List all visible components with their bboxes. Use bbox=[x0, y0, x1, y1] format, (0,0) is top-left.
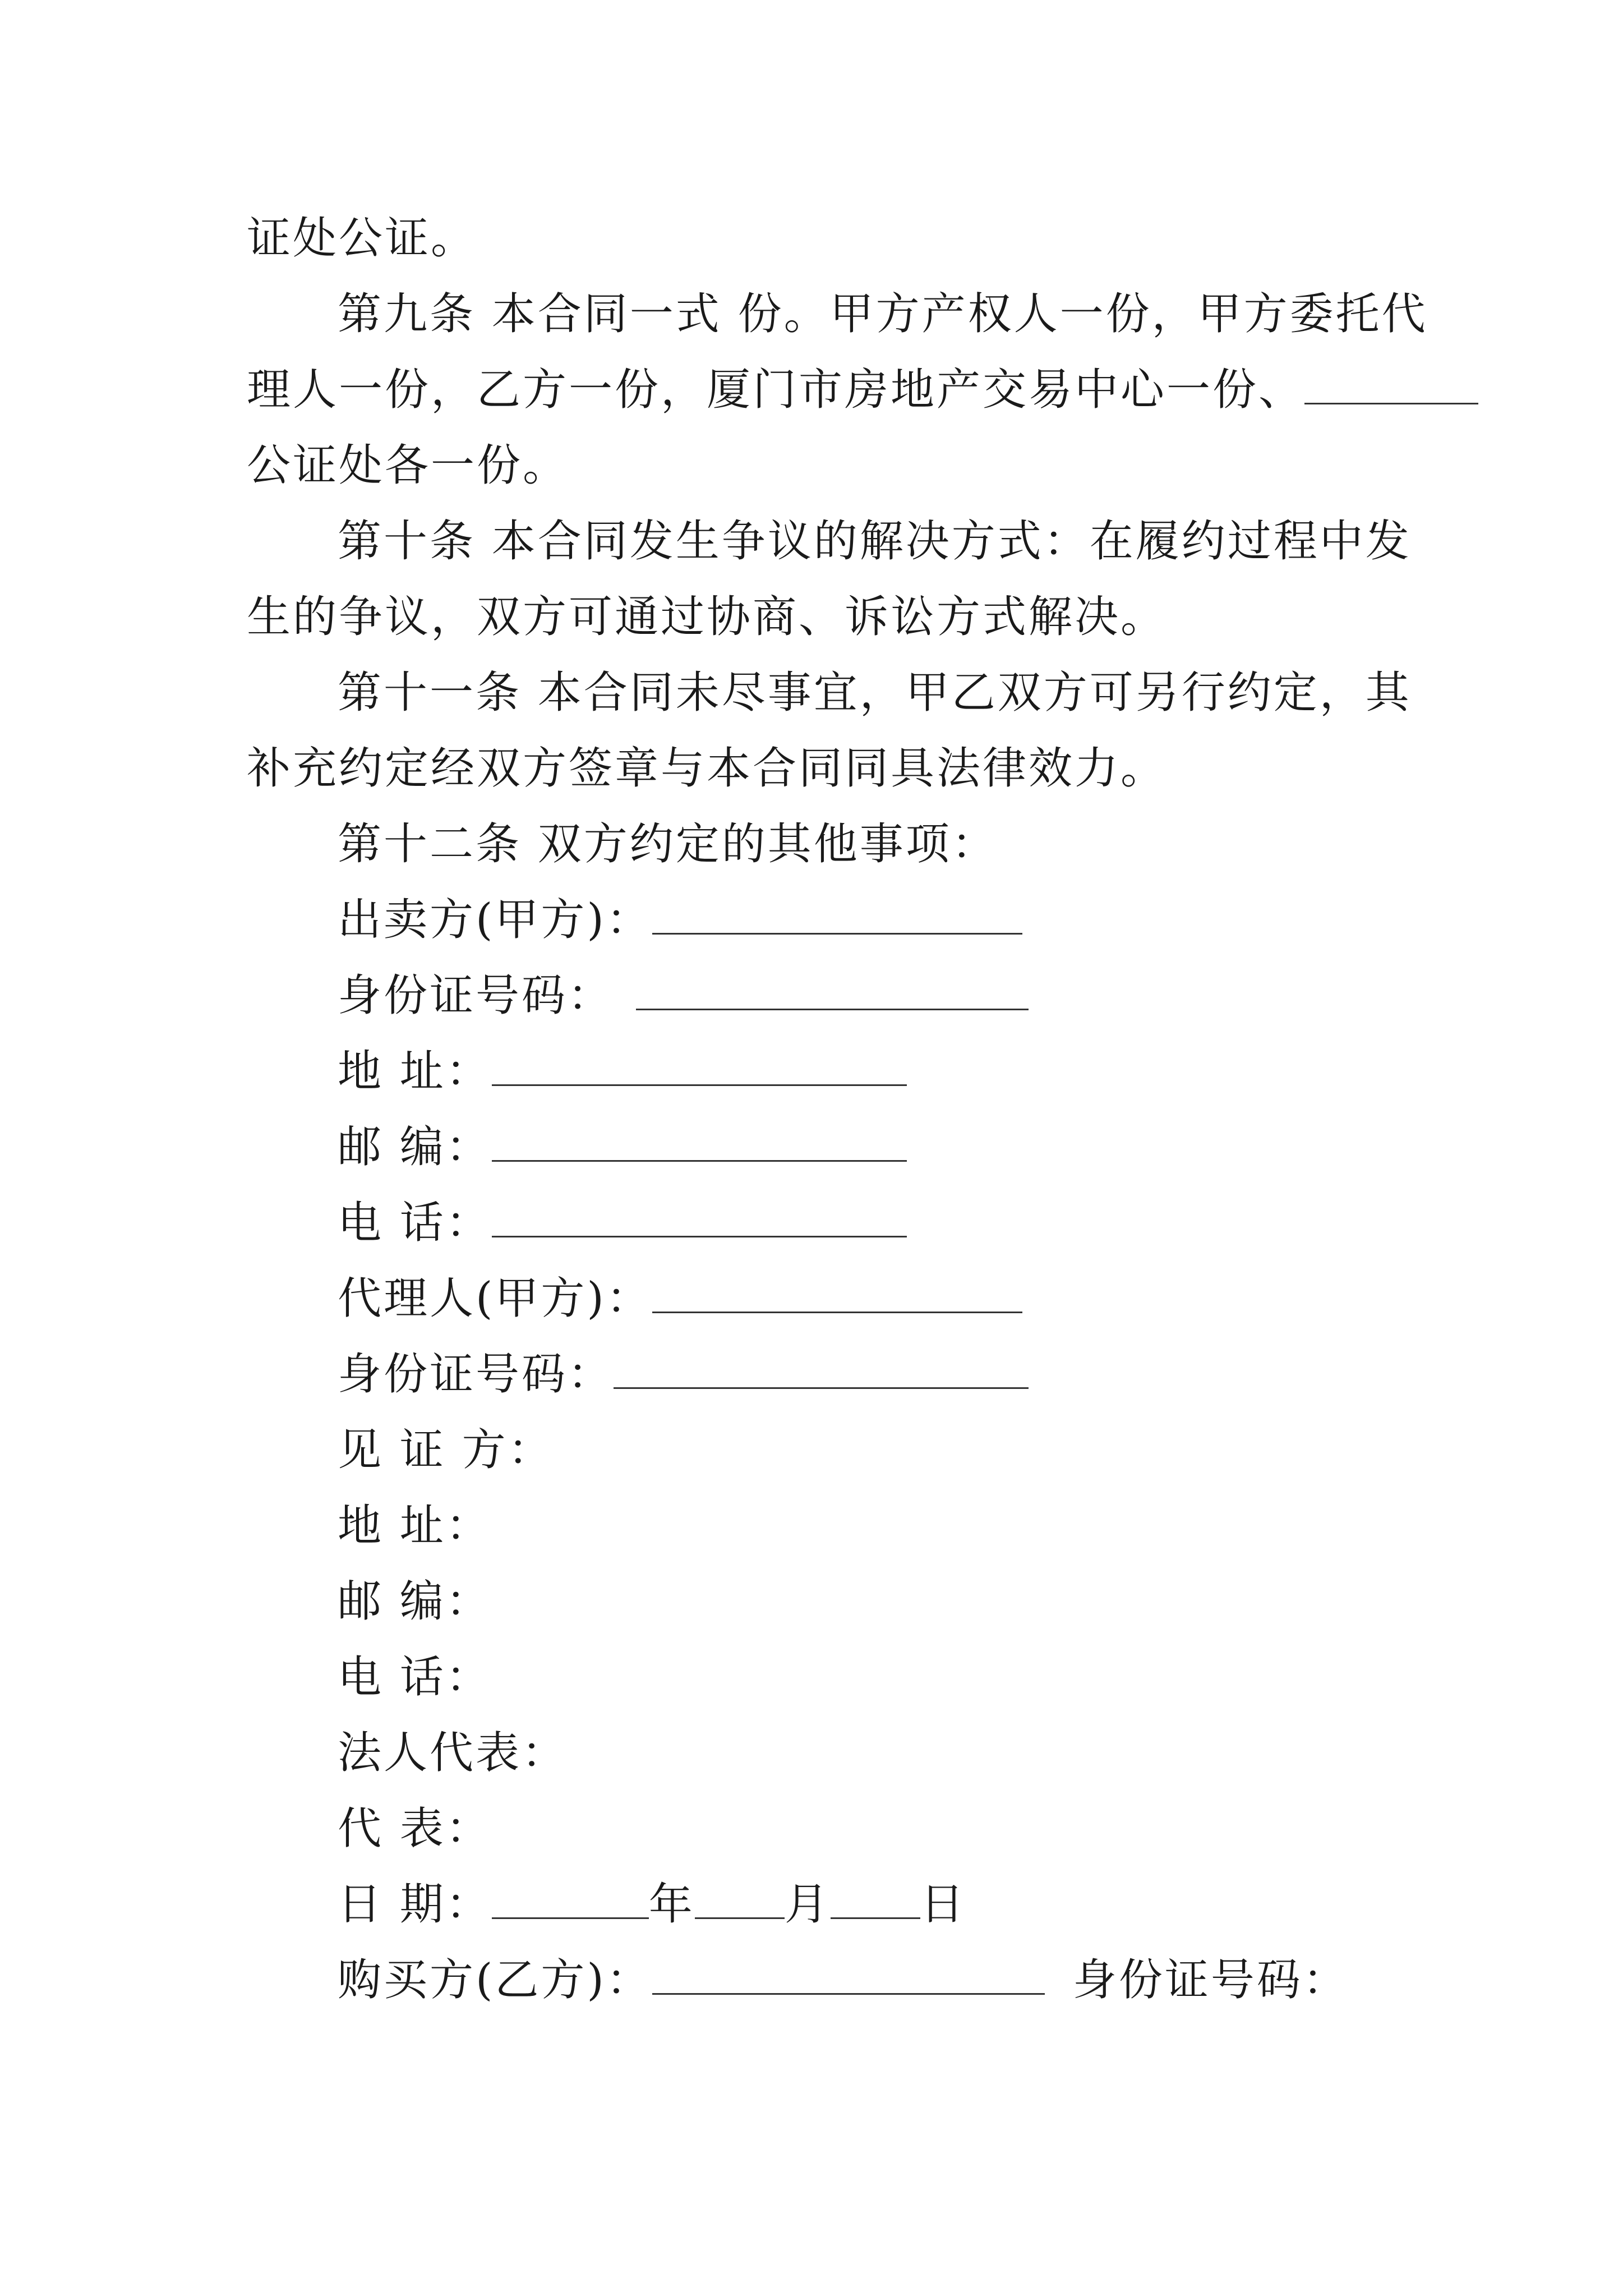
month-label: 月 bbox=[784, 1879, 831, 1930]
agent-row bbox=[338, 1268, 1022, 1329]
agent-label: 代理人(甲方)： bbox=[338, 1273, 652, 1324]
seller-postcode-row bbox=[338, 1116, 907, 1178]
seller-id-label: 身份证号码： bbox=[338, 970, 614, 1021]
agent-id-label: 身份证号码： bbox=[338, 1349, 614, 1400]
date-row bbox=[338, 1874, 966, 1935]
month-field[interactable] bbox=[695, 1878, 785, 1919]
seller-address-row bbox=[338, 1041, 907, 1102]
seller-phone-field[interactable] bbox=[492, 1197, 907, 1237]
day-label: 日 bbox=[920, 1879, 966, 1930]
seller-id-row bbox=[338, 965, 1029, 1027]
year-label: 年 bbox=[648, 1879, 695, 1930]
witness-postcode-label: 邮 编： bbox=[338, 1576, 492, 1627]
seller-postcode-field[interactable] bbox=[492, 1121, 907, 1162]
agent-id-field[interactable] bbox=[614, 1348, 1029, 1389]
seller-label: 出卖方(甲方)： bbox=[338, 895, 652, 945]
witness-address-label: 地 址： bbox=[338, 1501, 492, 1551]
seller-id-field[interactable] bbox=[636, 969, 1029, 1010]
year-field[interactable] bbox=[492, 1878, 649, 1919]
article-9-text: 理人一份，乙方一份，厦门市房地产交易中心一份、 bbox=[247, 365, 1305, 415]
paragraph-line: 补充约定经双方签章与本合同同具法律效力。 bbox=[247, 743, 1167, 794]
seller-row bbox=[338, 889, 1022, 951]
agent-field[interactable] bbox=[652, 1272, 1022, 1313]
seller-phone-row bbox=[338, 1192, 907, 1254]
paragraph-line bbox=[247, 359, 1478, 421]
agent-id-row bbox=[338, 1343, 1029, 1405]
buyer-id-label: 身份证号码： bbox=[1072, 1955, 1349, 2005]
article-10-line: 第十条 本合同发生争议的解决方式：在履约过程中发 bbox=[338, 516, 1412, 567]
witness-phone-label: 电 话： bbox=[338, 1652, 492, 1703]
paragraph-line: 证处公证。 bbox=[247, 213, 477, 264]
witness-label: 见 证 方： bbox=[338, 1425, 554, 1475]
buyer-label: 购买方(乙方)： bbox=[338, 1955, 652, 2005]
seller-postcode-label: 邮 编： bbox=[338, 1122, 492, 1172]
article-12-line: 第十二条 双方约定的其他事项： bbox=[338, 819, 998, 869]
article-9-line: 第九条 本合同一式 份。甲方产权人一份，甲方委托代 bbox=[338, 289, 1428, 339]
legal-rep-label: 法人代表： bbox=[338, 1728, 568, 1778]
article-11-line: 第十一条 本合同未尽事宜，甲乙双方可另行约定，其 bbox=[338, 668, 1412, 718]
seller-address-field[interactable] bbox=[492, 1045, 907, 1086]
seller-address-label: 地 址： bbox=[338, 1046, 492, 1097]
paragraph-line: 公证处各一份。 bbox=[247, 440, 569, 491]
date-label: 日 期： bbox=[338, 1879, 492, 1930]
paragraph-line: 生的争议，双方可通过协商、诉讼方式解决。 bbox=[247, 592, 1167, 642]
buyer-row bbox=[338, 1949, 1349, 2011]
rep-label: 代 表： bbox=[338, 1803, 492, 1854]
day-field[interactable] bbox=[831, 1878, 920, 1919]
notary-blank[interactable] bbox=[1304, 364, 1478, 404]
buyer-field[interactable] bbox=[652, 1954, 1045, 1995]
seller-phone-label: 电 话： bbox=[338, 1198, 492, 1248]
seller-field[interactable] bbox=[652, 894, 1022, 935]
